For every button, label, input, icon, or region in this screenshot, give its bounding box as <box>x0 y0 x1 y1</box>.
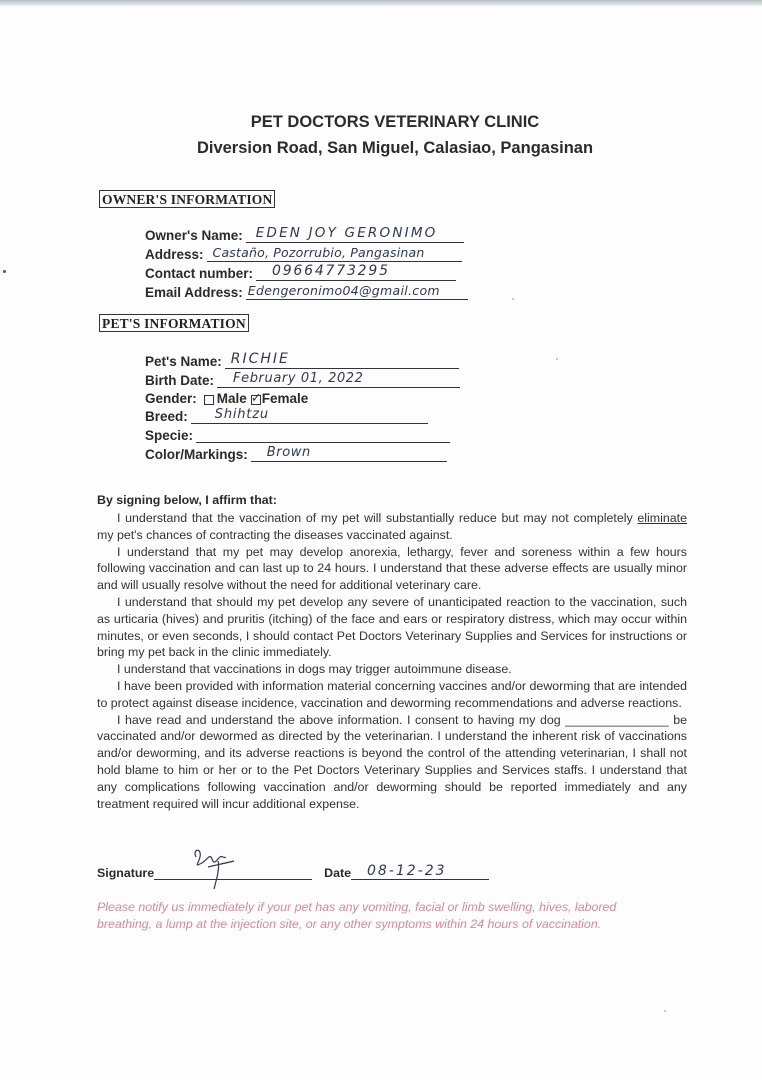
color-markings-line[interactable] <box>251 444 447 462</box>
statement-paragraph: I understand that vaccinations in dogs may trigger autoimmune disease. <box>117 662 512 677</box>
address-label: Address: <box>145 247 204 262</box>
owner-section-heading: OWNER'S INFORMATION <box>99 190 275 208</box>
date-line[interactable] <box>351 861 489 880</box>
scan-speck <box>664 1010 666 1012</box>
scan-top-edge <box>0 0 762 6</box>
address-line[interactable] <box>207 244 462 262</box>
specie-field[interactable] <box>145 424 450 443</box>
statement-paragraph: I understand that the vaccination of my pet will substantially reduce but may not completely eliminate my pet's chances of contracting the diseases vaccinated against. <box>97 511 687 542</box>
specie-label: Specie: <box>145 428 194 443</box>
contact-number-field[interactable] <box>145 262 456 281</box>
contact-number-label: Contact number: <box>145 266 253 281</box>
signature-row <box>97 860 489 880</box>
scan-speck <box>512 298 514 300</box>
male-option-label: Male <box>216 391 247 406</box>
symptom-notice: Please notify us immediately if your pet has any vomiting, facial or limb swelling, hives, labored breathing, a lump at the injection site, or any other symptoms within 24 hours of vaccination. <box>97 900 617 931</box>
birth-date-value: February 01, 2022 <box>233 371 364 386</box>
gender-field <box>145 387 308 406</box>
statement-paragraph: I understand that should my pet develop any severe of unanticipated reaction to the vaccination, such as urticaria (hives) and pruritis (itching) of the face and ears or respiratory distress, which may occur within minutes, or even seconds, I should contact Pet Doctors Veterinary Supplies and Services for instructions or bring my pet back in the clinic immediately. <box>97 594 687 660</box>
scan-speck <box>556 358 558 360</box>
pet-name-line[interactable] <box>225 351 459 369</box>
email-field[interactable] <box>145 281 468 300</box>
owner-name-line[interactable] <box>246 225 464 243</box>
pet-section-heading: PET'S INFORMATION <box>99 314 249 332</box>
breed-label: Breed: <box>145 409 188 424</box>
owner-name-field[interactable] <box>145 224 464 243</box>
breed-value: Shihtzu <box>214 407 269 422</box>
date-label: Date <box>324 866 352 880</box>
pet-name-label: Pet's Name: <box>145 354 222 369</box>
contact-number-value: 09664773295 <box>272 263 390 279</box>
owner-name-value: EDEN JOY GERONIMO <box>255 225 438 241</box>
address-field[interactable] <box>145 243 462 262</box>
email-value: Edengeronimo04@gmail.com <box>247 283 440 298</box>
pet-name-field[interactable] <box>145 350 459 369</box>
color-markings-label: Color/Markings: <box>145 447 248 462</box>
pet-name-value: RICHIE <box>230 351 290 367</box>
signature-label: Signature <box>97 866 155 880</box>
breed-field[interactable] <box>145 405 428 424</box>
affirmation-heading: By signing below, I affirm that: <box>97 493 277 507</box>
affirmation-text <box>97 510 687 812</box>
address-value: Castaño, Pozorrubio, Pangasinan <box>212 245 425 260</box>
date-value: 08-12-23 <box>367 863 447 879</box>
color-markings-value: Brown <box>266 445 311 460</box>
email-line[interactable] <box>246 282 468 300</box>
female-option-label: Female <box>261 391 309 406</box>
gender-label: Gender: <box>145 391 197 406</box>
birth-date-label: Birth Date: <box>145 373 215 388</box>
contact-number-line[interactable] <box>256 263 456 281</box>
scan-mark <box>3 270 6 273</box>
female-checkbox[interactable] <box>250 390 262 405</box>
owner-name-label: Owner's Name: <box>145 228 243 243</box>
birth-date-line[interactable] <box>217 370 460 388</box>
male-checkbox[interactable] <box>204 395 214 405</box>
dog-name-blank[interactable]: _______________ <box>565 712 669 727</box>
signature-line[interactable] <box>154 861 312 880</box>
clinic-name: PET DOCTORS VETERINARY CLINIC <box>250 113 540 131</box>
checkmark-icon: ✓ <box>250 390 262 405</box>
color-markings-field[interactable] <box>145 443 447 462</box>
statement-paragraph: I have read and understand the above information. I consent to having my dog _______________ be vaccinated and/or dewormed as directed by the veterinarian. I understand the inherent risk of vaccinations and/or deworming, and its adverse reactions is beyond the control of the attending veterinarian, I shall not hold blame to him or her or to the Pet Doctors Veterinary Supplies and Services staffs. I understand that any complications following vaccination and/or deworming should be reported immediately and any treatment required will incur additional expense. <box>97 712 687 811</box>
statement-paragraph: I understand that my pet may develop anorexia, lethargy, fever and soreness within a few hours following vaccination and can last up to 24 hours. I understand that these adverse effects are usually minor and will usually resolve without the need for additional veterinary care. <box>97 544 687 593</box>
breed-line[interactable] <box>191 406 428 424</box>
specie-line[interactable] <box>196 425 450 443</box>
eliminate-underlined: eliminate <box>637 511 687 525</box>
email-label: Email Address: <box>145 285 243 300</box>
clinic-address: Diversion Road, San Miguel, Calasiao, Pangasinan <box>196 139 594 157</box>
birth-date-field[interactable] <box>145 369 460 388</box>
signature-scribble-icon <box>188 845 248 891</box>
statement-paragraph: I have been provided with information material concerning vaccines and/or deworming that are intended to protect against disease incidence, vaccination and deworming recommendations and adverse reactions. <box>97 678 687 710</box>
